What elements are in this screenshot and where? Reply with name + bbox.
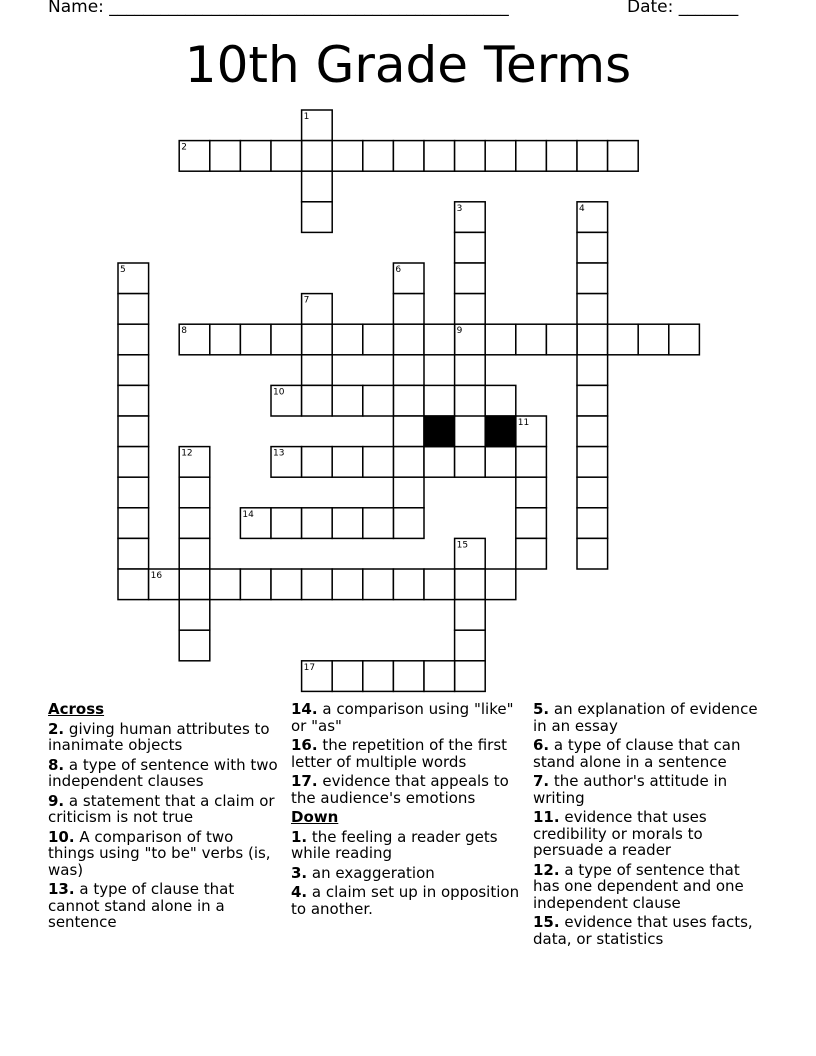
grid-cell[interactable] bbox=[118, 538, 149, 569]
grid-cell[interactable] bbox=[424, 447, 455, 478]
grid-cell[interactable] bbox=[332, 141, 363, 172]
grid-cell[interactable] bbox=[240, 324, 271, 355]
clue-across-9: 9. a statement that a claim or criticism is not true bbox=[48, 791, 275, 826]
grid-cell[interactable] bbox=[455, 385, 486, 416]
grid-cell[interactable] bbox=[332, 447, 363, 478]
grid-cell[interactable] bbox=[179, 477, 210, 508]
grid-cell[interactable] bbox=[577, 385, 608, 416]
grid-cell[interactable] bbox=[608, 324, 639, 355]
grid-cell[interactable] bbox=[393, 569, 424, 600]
grid-cell[interactable] bbox=[577, 263, 608, 294]
grid-cell[interactable] bbox=[179, 508, 210, 539]
grid-cell[interactable] bbox=[455, 141, 486, 172]
grid-number: 8 bbox=[181, 326, 187, 337]
grid-cell[interactable] bbox=[302, 202, 333, 233]
grid-cell[interactable] bbox=[516, 447, 547, 478]
clue-down-15: 15. evidence that uses facts, data, or statistics bbox=[533, 913, 753, 948]
grid-cell[interactable] bbox=[393, 355, 424, 386]
grid-number: 9 bbox=[456, 326, 463, 337]
clue-across-10: 10. A comparison of two things using "to be" verbs (is, was) bbox=[48, 827, 271, 879]
clue-across-13: 13. a type of clause that cannot stand alone in a sentence bbox=[48, 880, 235, 931]
clue-down-1: 1. the feeling a reader gets while reading bbox=[291, 827, 498, 862]
grid-cell[interactable] bbox=[118, 355, 149, 386]
clue-across-14: 14. a comparison using "like" or "as" bbox=[291, 700, 514, 735]
grid-cell[interactable] bbox=[516, 508, 547, 539]
grid-cell[interactable] bbox=[332, 508, 363, 539]
grid-number: 3 bbox=[456, 203, 463, 214]
grid-cell[interactable] bbox=[424, 324, 455, 355]
grid-cell[interactable] bbox=[608, 141, 639, 172]
grid-cell[interactable] bbox=[363, 508, 394, 539]
grid-number: 4 bbox=[579, 203, 585, 214]
grid-cell[interactable] bbox=[485, 324, 516, 355]
down-heading: Down bbox=[291, 808, 339, 826]
grid-cell[interactable] bbox=[393, 447, 424, 478]
grid-cell[interactable] bbox=[332, 569, 363, 600]
grid-cell[interactable] bbox=[363, 324, 394, 355]
page-title: 10th Grade Terms bbox=[184, 36, 632, 94]
grid-cell[interactable] bbox=[577, 447, 608, 478]
grid-cell[interactable] bbox=[577, 508, 608, 539]
grid-cell[interactable] bbox=[118, 477, 149, 508]
grid-cell[interactable] bbox=[577, 477, 608, 508]
grid-number: 7 bbox=[303, 295, 310, 306]
grid-cell[interactable] bbox=[516, 477, 547, 508]
grid-cell[interactable] bbox=[393, 416, 424, 447]
grid-cell[interactable] bbox=[424, 385, 455, 416]
clue-column-2 bbox=[291, 701, 523, 920]
grid-cell[interactable] bbox=[485, 385, 516, 416]
grid-cell[interactable] bbox=[577, 294, 608, 325]
grid-cell[interactable] bbox=[577, 416, 608, 447]
grid-cell[interactable] bbox=[118, 508, 149, 539]
grid-cell[interactable] bbox=[577, 141, 608, 172]
grid-number: 14 bbox=[242, 509, 254, 520]
grid-cell[interactable] bbox=[485, 141, 516, 172]
grid-cell[interactable] bbox=[302, 385, 333, 416]
grid-cell[interactable] bbox=[546, 324, 577, 355]
grid-cell[interactable] bbox=[271, 141, 302, 172]
grid-number: 6 bbox=[395, 265, 402, 275]
grid-cell[interactable] bbox=[393, 477, 424, 508]
grid-cell[interactable] bbox=[455, 661, 486, 692]
grid-cell[interactable] bbox=[393, 385, 424, 416]
grid-cell[interactable] bbox=[424, 141, 455, 172]
grid-cell[interactable] bbox=[424, 569, 455, 600]
grid-cell[interactable] bbox=[455, 294, 486, 325]
grid-cell[interactable] bbox=[271, 508, 302, 539]
grid-cell[interactable] bbox=[118, 447, 149, 478]
grid-cell[interactable] bbox=[455, 630, 486, 661]
grid-cell[interactable] bbox=[669, 324, 700, 355]
grid-cell[interactable] bbox=[332, 324, 363, 355]
grid-cell[interactable] bbox=[210, 141, 241, 172]
grid-cell[interactable] bbox=[424, 661, 455, 692]
clue-down-5: 5. an explanation of evidence in an essay bbox=[533, 700, 758, 735]
grid-cell[interactable] bbox=[240, 569, 271, 600]
grid-cell[interactable] bbox=[393, 661, 424, 692]
grid-number: 16 bbox=[150, 571, 163, 581]
grid-cell[interactable] bbox=[577, 355, 608, 386]
grid-cell[interactable] bbox=[210, 324, 241, 355]
grid-cell[interactable] bbox=[302, 508, 333, 539]
grid-cell[interactable] bbox=[302, 324, 333, 355]
grid-cell[interactable] bbox=[210, 569, 241, 600]
grid-cell[interactable] bbox=[179, 569, 210, 600]
grid-cell[interactable] bbox=[118, 324, 149, 355]
grid-number: 5 bbox=[120, 265, 126, 275]
grid-cell[interactable] bbox=[577, 324, 608, 355]
grid-cell[interactable] bbox=[302, 171, 333, 202]
grid-cell[interactable] bbox=[363, 385, 394, 416]
grid-cell[interactable] bbox=[485, 447, 516, 478]
grid-cell[interactable] bbox=[485, 569, 516, 600]
grid-number: 11 bbox=[517, 418, 530, 428]
grid-cell[interactable] bbox=[332, 661, 363, 692]
grid-cell[interactable] bbox=[332, 385, 363, 416]
grid-cell[interactable] bbox=[455, 600, 486, 631]
grid-cell[interactable] bbox=[302, 447, 333, 478]
grid-cell[interactable] bbox=[516, 141, 547, 172]
clue-down-11: 11. evidence that uses credibility or morals to persuade a reader bbox=[533, 808, 707, 859]
grid-cell[interactable] bbox=[455, 263, 486, 294]
clue-column-1 bbox=[48, 701, 280, 934]
clue-down-12: 12. a type of sentence that has one dependent and one independent clause bbox=[533, 860, 744, 912]
grid-cell[interactable] bbox=[179, 538, 210, 569]
grid-block bbox=[424, 416, 455, 447]
grid-number: 10 bbox=[273, 387, 285, 398]
grid-number: 2 bbox=[181, 142, 187, 153]
name-field[interactable]: Name: _______________________________________________ bbox=[48, 0, 509, 17]
grid-number: 17 bbox=[303, 662, 316, 673]
grid-cell[interactable] bbox=[179, 600, 210, 631]
grid-cell[interactable] bbox=[118, 294, 149, 325]
grid-cell[interactable] bbox=[363, 569, 394, 600]
grid-cell[interactable] bbox=[393, 508, 424, 539]
grid-cell[interactable] bbox=[455, 355, 486, 386]
grid-cell[interactable] bbox=[302, 355, 333, 386]
grid-cell[interactable] bbox=[118, 385, 149, 416]
grid-cell[interactable] bbox=[118, 569, 149, 600]
clue-down-7: 7. the author's attitude in writing bbox=[533, 772, 728, 807]
across-heading: Across bbox=[48, 700, 105, 718]
grid-cell[interactable] bbox=[546, 141, 577, 172]
grid-cell[interactable] bbox=[638, 324, 669, 355]
grid-cell[interactable] bbox=[363, 447, 394, 478]
grid-cell[interactable] bbox=[455, 569, 486, 600]
grid-number: 15 bbox=[456, 540, 469, 551]
grid-cell[interactable] bbox=[516, 324, 547, 355]
grid-cell[interactable] bbox=[393, 324, 424, 355]
grid-cell[interactable] bbox=[363, 141, 394, 172]
clue-across-2: 2. giving human attributes to inanimate objects bbox=[48, 719, 270, 754]
grid-cell[interactable] bbox=[516, 538, 547, 569]
clue-down-4: 4. a claim set up in opposition to another. bbox=[291, 883, 520, 918]
grid-block bbox=[485, 416, 516, 447]
grid-cell[interactable] bbox=[302, 569, 333, 600]
grid-cell[interactable] bbox=[455, 232, 486, 263]
grid-cell[interactable] bbox=[363, 661, 394, 692]
grid-cell[interactable] bbox=[455, 447, 486, 478]
grid-cell[interactable] bbox=[393, 294, 424, 325]
grid-cell[interactable] bbox=[179, 630, 210, 661]
clue-across-8: 8. a type of sentence with two independent clauses bbox=[48, 755, 278, 790]
grid-cell[interactable] bbox=[393, 141, 424, 172]
grid-number: 13 bbox=[273, 448, 285, 459]
clue-down-6: 6. a type of clause that can stand alone in a sentence bbox=[533, 736, 741, 771]
clue-across-17: 17. evidence that appeals to the audience's emotions bbox=[291, 772, 509, 807]
date-field[interactable]: Date: _______ bbox=[627, 0, 739, 17]
grid-number: 1 bbox=[303, 112, 310, 122]
grid-cell[interactable] bbox=[302, 141, 333, 172]
grid-cell[interactable] bbox=[577, 232, 608, 263]
clue-across-16: 16. the repetition of the first letter of multiple words bbox=[291, 736, 508, 771]
grid-cell[interactable] bbox=[240, 141, 271, 172]
grid-cell[interactable] bbox=[577, 538, 608, 569]
grid-cell[interactable] bbox=[271, 324, 302, 355]
clue-column-3 bbox=[533, 701, 765, 950]
clue-down-3: 3. an exaggeration bbox=[291, 863, 435, 882]
grid-cell[interactable] bbox=[118, 416, 149, 447]
grid-cell[interactable] bbox=[271, 569, 302, 600]
grid-number: 12 bbox=[181, 448, 193, 459]
